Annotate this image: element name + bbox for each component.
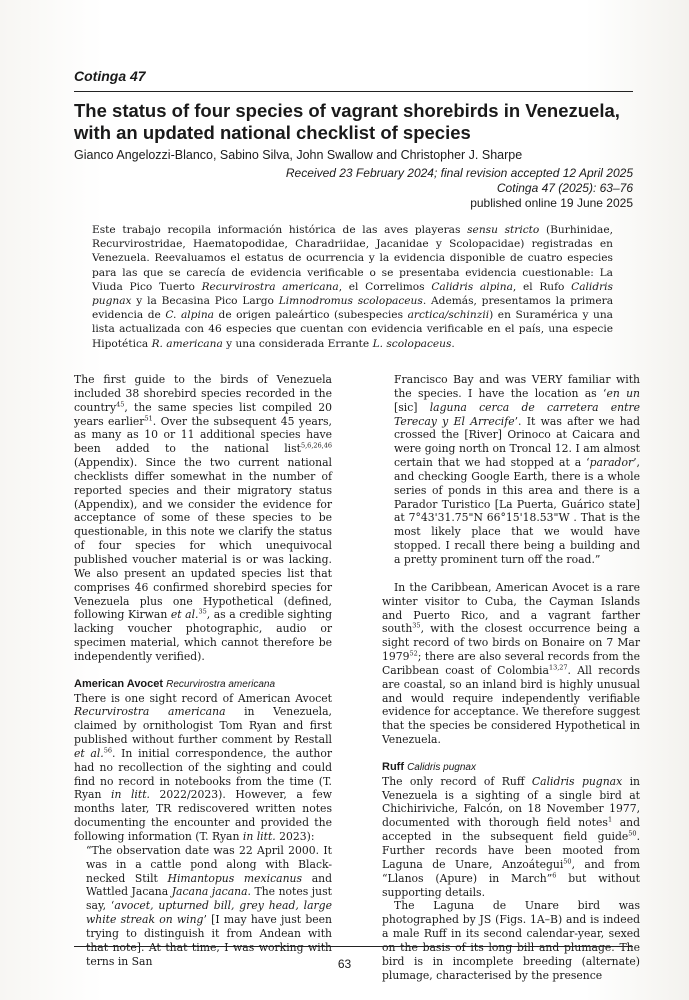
journal-name: Cotinga 47 bbox=[74, 68, 146, 84]
intro-paragraph: The first guide to the birds of Venezuela included 38 shorebird species recorded in the country$^{45}$, the same species list compiled 20 years earlier$^{51}$. Over the subsequent 45 years, as many as 10 or 11 additional species have been added to the national list$^{5,6,26,46}$ (Appendix). Since the two current national checklists differ somewhat in the number of reported species and their migratory status (Appendix), and we consider the evidence for acceptance of some of these species to be questionable, in this note we clarify the status of four species for which unequivocal published voucher material is or was lacking. We also present an updated species list that comprises 46 confirmed shorebird species for Venezuela plus one Hypothetical (defined, following Kirwan et al.$^{35}$, as a credible sighting lacking voucher photographic, audio or specimen material, which cannot therefore be independently verified). bbox=[74, 373, 333, 663]
received-line: Received 23 February 2024; final revision accepted 12 April 2025 bbox=[285, 166, 633, 180]
header-rule bbox=[74, 91, 633, 92]
footer-rule bbox=[74, 946, 633, 947]
caribbean-paragraph: In the Caribbean, American Avocet is a rare winter visitor to Cuba, the Cayman Islands and Puerto Rico, and a vagrant farther south$^{35}$, with the closest occurrence being a sight record of two birds on Bonaire on 7 Mar 1979$^{52}$; there are also several records from the Caribbean coast of Colombia$^{13,27}$. All records are coastal, so an inland bird is highly unusual and would require independently verifiable evidence for acceptance. We therefore suggest that the species be considered Hypothetical in Venezuela. bbox=[382, 580, 640, 747]
ryan-quote-continued: Francisco Bay and was VERY familiar with the species. I have the location as ‘en un [sic] laguna cerca de carretera entre Terecay y El Arrecife’. It was after we had crossed the [River] Orinoco at Caicara and were going north on Troncal 12. I am almost certain that we had stopped at a ‘parador’, and checking Google Earth, there is a whole series of ponds in this area and there is a Parador Turistico [La Puerta, Guárico state] at 7°43'31.75"N 66°15'18.53"W . That is the most likely place that we would have stopped. I recall there being a building and a pretty prominent turn off the road.” bbox=[394, 373, 640, 566]
unare-paragraph: The Laguna de Unare bird was photographed by JS (Figs. 1A–B) and is indeed a male Ruff in its second calendar-year, sexed on the basis of its long bill and plumage. The bird is in incomplete breeding (alternate) plumage, characterised by the presence bbox=[382, 899, 640, 982]
right-column bbox=[382, 373, 640, 982]
published-line: published online 19 June 2025 bbox=[470, 196, 633, 210]
ruff-paragraph: The only record of Ruff Calidris pugnax in Venezuela is a sighting of a single bird at Chichiriviche, Falcón, on 18 November 1977, documented with thorough field notes$^1$ and accepted in the subsequent field guide$^{50}$. Further records have been mooted from Laguna de Unare, Anzoátegui$^{50}$, and from “Llanos (Apure) in March”$^6$ but without supporting details. bbox=[382, 774, 641, 899]
authors: Gianco Angelozzi-Blanco, Sabino Silva, John Swallow and Christopher J. Sharpe bbox=[74, 148, 523, 162]
ryan-quote: “The observation date was 22 April 2000. It was in a cattle pond along with Black-necked Stilt Himantopus mexicanus and Wattled Jacana Jacana jacana. The notes just say, ‘avocet, upturned bill, grey head, large white streak on wing’ [I may have just been trying to distinguish it from Andean with that note]. At that time, I was working with terns in San bbox=[86, 843, 333, 968]
left-column bbox=[74, 373, 332, 968]
spanish-abstract: Este trabajo recopila información histórica de las aves playeras sensu stricto (Burhinidae, Recurvirostridae, Haematopodidae, Charadriidae, Jacanidae y Scolopacidae) registradas en Venezuela. Reevaluamos el estatus de ocurrencia y la evidencia disponible de cuatro especies para las que se carecía de evidencia verificable o se presentaba evidencia cuestionable: La Viuda Pico Tuerto Recurvirostra americana, el Correlimos Calidris alpina, el Rufo Calidris pugnax y la Becasina Pico Largo Limnodromus scolopaceus. Además, presentamos la primera evidencia de C. alpina de origen paleártico (subespecies arctica/schinzii) en Suramérica y una lista actualizada con 46 especies que cuentan con evidencia verificable en el país, una especie Hipotética R. americana y una considerada Errante L. scolopaceus. bbox=[92, 224, 614, 350]
article-dates bbox=[286, 166, 633, 211]
page-number: 63 bbox=[337, 957, 352, 971]
section-heading-ruff: Ruff Calidris pugnax bbox=[382, 760, 476, 773]
article-title: The status of four species of vagrant shorebirds in Venezuela, with an updated national checklist of species bbox=[74, 100, 620, 143]
citation-line: Cotinga 47 (2025): 63–76 bbox=[496, 181, 633, 195]
avocet-paragraph: There is one sight record of American Avocet Recurvirostra americana in Venezuela, claimed by ornithologist Tom Ryan and first published without further comment by Restall et al.$^{56}$. In initial correspondence, the author had no recollection of the sighting and could find no record in notebooks from the time (T. Ryan in litt. 2022/2023). However, a few months later, TR rediscovered written notes documenting the encounter and provided the following information (T. Ryan in litt. 2023): bbox=[74, 691, 333, 843]
section-heading-american-avocet: American Avocet Recurvirostra americana bbox=[74, 677, 276, 690]
